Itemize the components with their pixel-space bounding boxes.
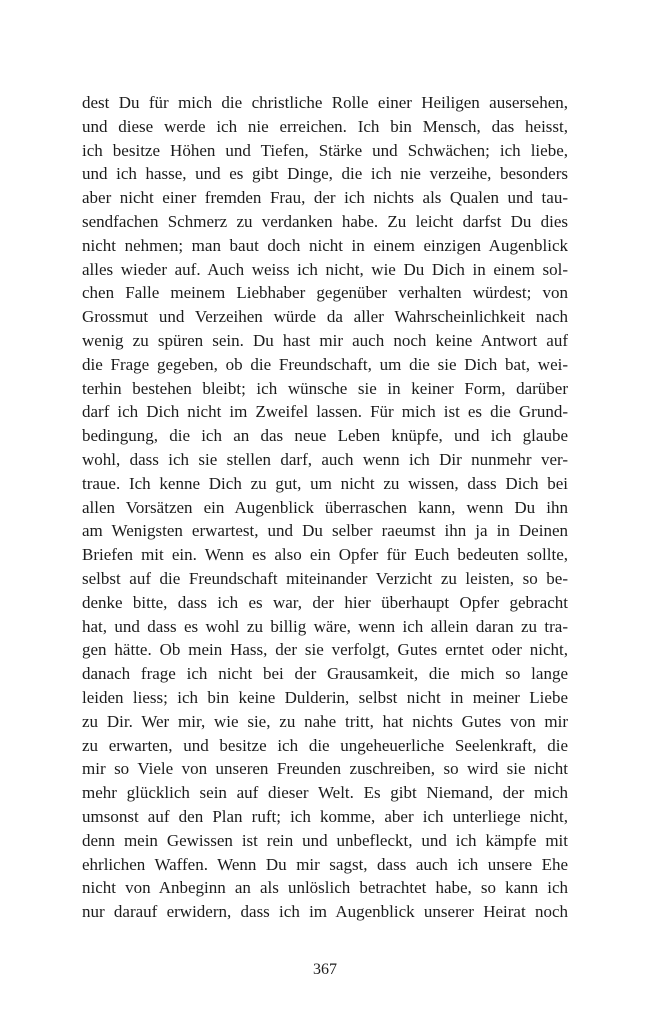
text-line: und ich hasse, und es gibt Dinge, die ich nie verzeihe, besonders: [82, 164, 568, 184]
text-line: hat, und dass es wohl zu billig wäre, wenn ich allein daran zu tra-: [82, 616, 568, 636]
text-line: aber nicht einer fremden Frau, der ich nichts als Qualen und tau-: [82, 188, 568, 208]
text-line: nicht nehmen; man baut doch nicht in einem einzigen Augenblick: [82, 235, 568, 255]
text-line: traue. Ich kenne Dich zu gut, um nicht zu wissen, dass Dich bei: [82, 473, 568, 493]
text-line: terhin bestehen bleibt; ich wünsche sie in keiner Form, darüber: [82, 378, 568, 398]
text-line: bedingung, die ich an das neue Leben knüpfe, und ich glaube: [82, 426, 568, 446]
text-line: selbst auf die Freundschaft miteinander Verzicht zu leisten, so be-: [82, 568, 568, 588]
text-line: alles wieder auf. Auch weiss ich nicht, wie Du Dich in einem sol-: [82, 259, 568, 279]
page-number: 367: [313, 961, 337, 978]
text-line: leiden liess; ich bin keine Dulderin, selbst nicht in meiner Liebe: [82, 687, 568, 707]
text-line: wenig zu spüren sein. Du hast mir auch noch keine Antwort auf: [82, 330, 568, 350]
text-line: Grossmut und Verzeihen würde da aller Wahrscheinlichkeit nach: [82, 307, 568, 327]
text-line: nur darauf erwidern, dass ich im Augenblick unserer Heirat noch: [82, 902, 568, 922]
text-line: denn mein Gewissen ist rein und unbefleckt, und ich kämpfe mit: [82, 830, 568, 850]
text-line: chen Falle meinem Liebhaber gegenüber verhalten würdest; von: [82, 283, 568, 303]
text-line: zu Dir. Wer mir, wie sie, zu nahe tritt, hat nichts Gutes von mir: [82, 711, 568, 731]
text-line: ehrlichen Waffen. Wenn Du mir sagst, dass auch ich unsere Ehe: [82, 854, 568, 874]
text-line: die Frage gegeben, ob die Freundschaft, um die sie Dich bat, wei-: [82, 354, 568, 374]
text-line: gen hätte. Ob mein Hass, der sie verfolgt, Gutes erntet oder nicht,: [82, 640, 568, 660]
text-line: Briefen mit ein. Wenn es also ein Opfer für Euch bedeuten sollte,: [82, 545, 568, 565]
text-line: wohl, dass ich sie stellen darf, auch wenn ich Dir nunmehr ver-: [82, 449, 568, 469]
text-line: mir so Viele von unseren Freunden zuschreiben, so wird sie nicht: [82, 759, 568, 779]
text-line: ich besitze Höhen und Tiefen, Stärke und Schwächen; ich liebe,: [82, 140, 568, 160]
text-line: mehr glücklich sein auf dieser Welt. Es gibt Niemand, der mich: [82, 783, 568, 803]
text-line: danach frage ich nicht bei der Grausamkeit, die mich so lange: [82, 664, 568, 684]
text-line: am Wenigsten erwartest, und Du selber raeumst ihn ja in Deinen: [82, 521, 568, 541]
text-line: darf ich Dich nicht im Zweifel lassen. Für mich ist es die Grund-: [82, 402, 568, 422]
text-line: sendfachen Schmerz zu verdanken habe. Zu leicht darfst Du dies: [82, 211, 568, 231]
text-line: dest Du für mich die christliche Rolle einer Heiligen ausersehen,: [82, 93, 568, 112]
text-line: zu erwarten, und besitze ich die ungeheuerliche Seelenkraft, die: [82, 735, 568, 755]
text-line: umsonst auf den Plan ruft; ich komme, aber ich unterliege nicht,: [82, 806, 568, 826]
text-line: und diese werde ich nie erreichen. Ich bin Mensch, das heisst,: [82, 116, 568, 136]
text-line: nicht von Anbeginn an als unlöslich betrachtet habe, so kann ich: [82, 878, 568, 898]
body-text: [82, 91, 568, 924]
text-line: allen Vorsätzen ein Augenblick überraschen kann, wenn Du ihn: [82, 497, 568, 517]
text-line: denke bitte, dass ich es war, der hier überhaupt Opfer gebracht: [82, 592, 568, 612]
